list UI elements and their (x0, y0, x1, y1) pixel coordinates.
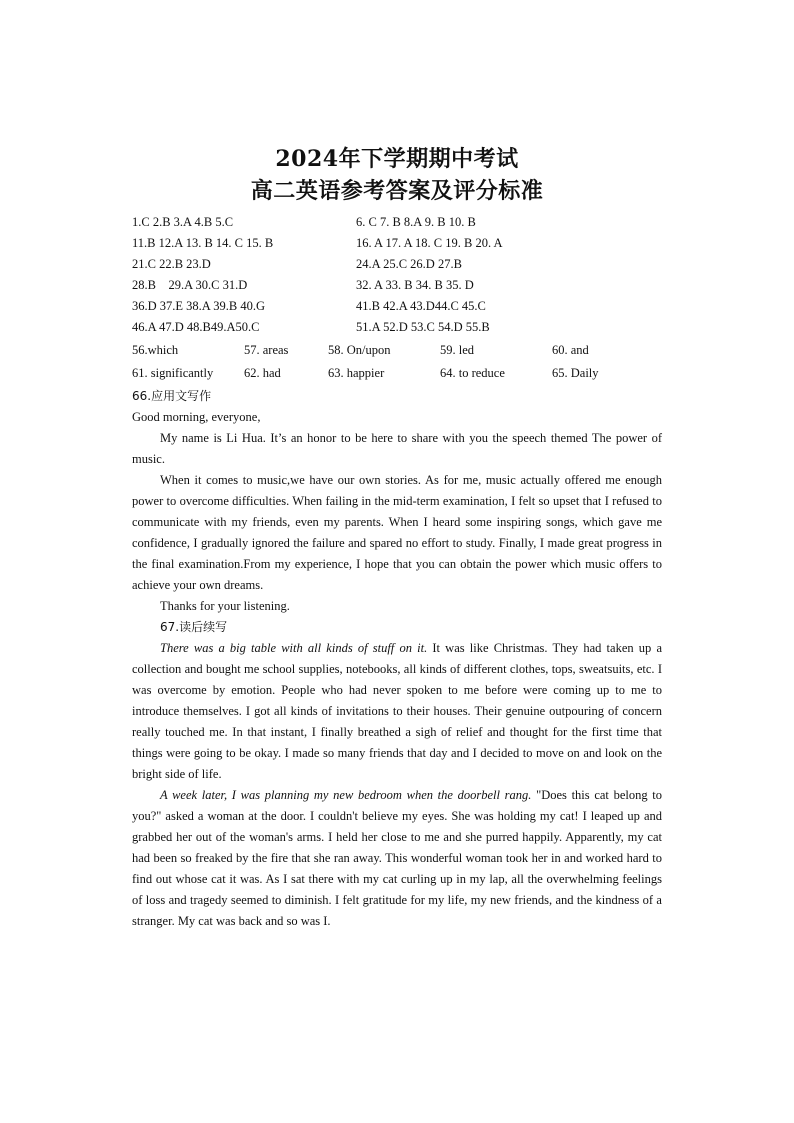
fill-answer: 56.which (132, 343, 179, 357)
fill-answer-grid (132, 339, 672, 385)
section-66-label: 66.应用文写作 (132, 389, 212, 403)
fill-answer: 57. areas (244, 343, 289, 357)
story-text: "Does this cat belong to you?" asked a woman at the door. I couldn't believe my eyes. She was holding my cat! I leaped up and grabbed her out of the woman's arms. I held her close to me and she purred happily. Apparently, my cat had been so freaked by the fire that she ran away. This wonderful woman took her in and worked hard to find out whose cat it was. As I sat there with my cat curling up in my lap, all the overwhelming feelings of loss and tragedy seemed to diminish. I felt gratitude for my life, my new friends, and the kindness of a stranger. My cat was back and so was I. (132, 788, 662, 928)
answer-group: 32. A 33. B 34. B 35. D (356, 278, 474, 292)
answer-key-grid (132, 212, 672, 338)
answer-row (132, 254, 672, 275)
story-lead-sentence: There was a big table with all kinds of stuff on it. (160, 641, 428, 655)
fill-answer: 63. happier (328, 366, 385, 380)
speech-paragraph: My name is Li Hua. It’s an honor to be here to share with you the speech themed The power of music. (132, 431, 662, 466)
essay-content (132, 386, 662, 932)
fill-answer: 64. to reduce (440, 366, 505, 380)
answer-row (132, 317, 672, 338)
story-text: It was like Christmas. They had taken up a collection and bought me school supplies, notebooks, all kinds of different clothes, tops, sweatsuits, etc. I was overcome by emotion. People who had never spoken to me before were coming up to me to introduce themselves. I got all kinds of invitations to their houses. Their genuine outpouring of concern really touched me. In that instant, I finally breathed a sigh of relief and thought for the first time that things were going to be okay. I made so many friends that day and I decided to move on and look on the bright side of life. (132, 641, 663, 781)
answer-group: 11.B 12.A 13. B 14. C 15. B (132, 236, 274, 250)
fill-answer: 61. significantly (132, 366, 214, 380)
answer-group: 46.A 47.D 48.B49.A50.C (132, 320, 260, 334)
fill-answer: 60. and (552, 343, 589, 357)
answer-group: 36.D 37.E 38.A 39.B 40.G (132, 299, 265, 313)
answer-row (132, 275, 672, 296)
page-title: 2024年下学期期中考试 (275, 146, 519, 172)
answer-group: 51.A 52.D 53.C 54.D 55.B (356, 320, 490, 334)
page-subtitle: 高二英语参考答案及评分标准 (250, 178, 544, 204)
section-67-label: 67.读后续写 (160, 620, 228, 634)
speech-greeting: Good morning, everyone, (132, 410, 261, 424)
fill-answer: 65. Daily (552, 366, 599, 380)
fill-answer: 58. On/upon (328, 343, 391, 357)
answer-row (132, 296, 672, 317)
answer-group: 16. A 17. A 18. C 19. B 20. A (356, 236, 503, 250)
answer-group: 21.C 22.B 23.D (132, 257, 211, 271)
fill-answer: 59. led (440, 343, 475, 357)
answer-group: 28.B 29.A 30.C 31.D (132, 278, 248, 292)
speech-paragraph: When it comes to music,we have our own stories. As for me, music actually offered me enough power to overcome difficulties. When failing in the mid-term examination, I felt so upset that I refused to communicate with my friends, even my parents. When I heard some inspiring songs, which gave me confidence, I gradually ignored the failure and spared no effort to study. Finally, I made great progress in the final examination.From my experience, I hope that you can obtain the power which music offers to achieve your own dreams. (132, 473, 662, 592)
story-paragraph (132, 638, 662, 785)
fill-answer: 62. had (244, 366, 281, 380)
story-paragraph (132, 785, 662, 932)
answer-group: 24.A 25.C 26.D 27.B (356, 257, 462, 271)
speech-closing: Thanks for your listening. (160, 599, 290, 613)
answer-row (132, 233, 672, 254)
answer-row (132, 212, 672, 233)
answer-group: 6. C 7. B 8.A 9. B 10. B (356, 215, 476, 229)
fill-answer-row (132, 362, 672, 385)
answer-group: 41.B 42.A 43.D44.C 45.C (356, 299, 486, 313)
fill-answer-row (132, 339, 672, 362)
story-lead-sentence: A week later, I was planning my new bedroom when the doorbell rang. (160, 788, 532, 802)
answer-group: 1.C 2.B 3.A 4.B 5.C (132, 215, 234, 229)
